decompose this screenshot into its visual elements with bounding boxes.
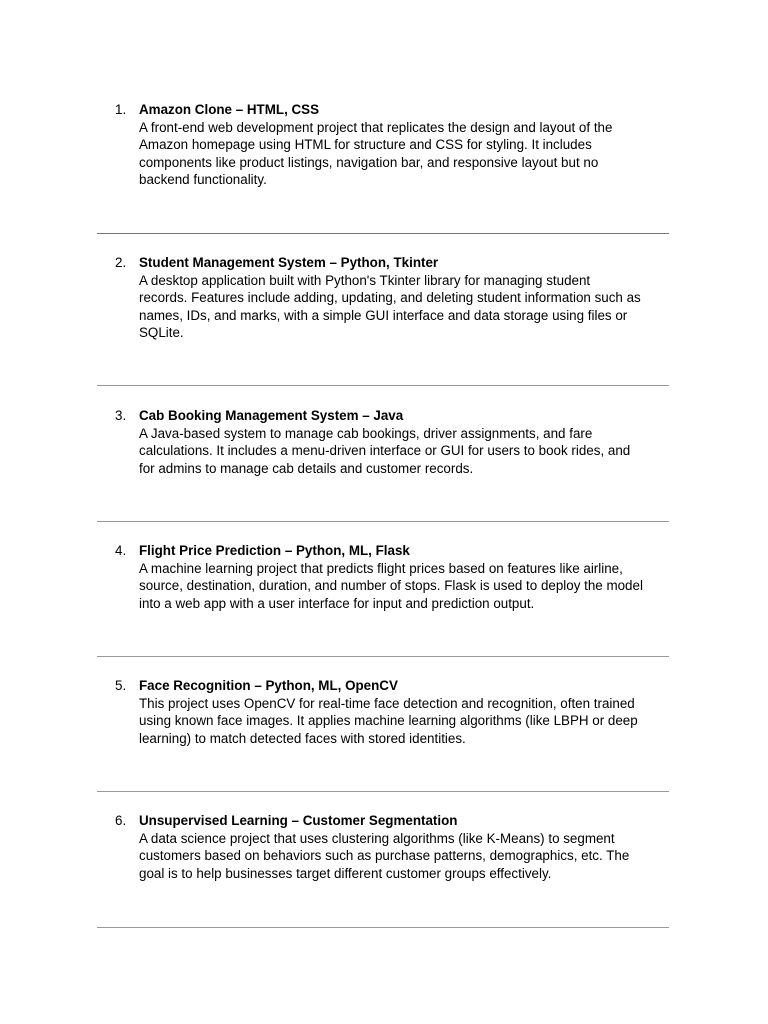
project-description: A desktop application built with Python's Tkinter library for managing student records. Features include adding, updating, and deleting student information such as names, IDs, and marks, with a simple GUI interface and data storage using files or SQLite. bbox=[139, 272, 641, 341]
project-title: Amazon Clone – HTML, CSS bbox=[139, 102, 320, 117]
list-number: 3. bbox=[115, 408, 127, 423]
project-description: A front-end web development project that replicates the design and layout of the Amazon homepage using HTML for structure and CSS for styling. It includes components like product listings, navigation bar, and responsive layout but no backend functionality. bbox=[139, 119, 613, 188]
project-description: This project uses OpenCV for real-time face detection and recognition, often trained using known face images. It applies machine learning algorithms (like LBPH or deep learning) to match detected faces with stored identities. bbox=[139, 695, 638, 746]
project-description: A Java-based system to manage cab bookings, driver assignments, and fare calculations. It includes a menu-driven interface or GUI for users to book rides, and for admins to manage cab details and customer records. bbox=[139, 425, 631, 476]
project-title: Cab Booking Management System – Java bbox=[139, 408, 404, 423]
list-number: 4. bbox=[115, 543, 127, 558]
project-description: A machine learning project that predicts flight prices based on features like airline, source, destination, duration, and number of stops. Flask is used to deploy the model into a web app with a user interface for input and prediction output. bbox=[139, 560, 643, 611]
project-title: Flight Price Prediction – Python, ML, Flask bbox=[139, 543, 410, 558]
list-number: 1. bbox=[115, 102, 127, 117]
project-description: A data science project that uses clustering algorithms (like K-Means) to segment customers based on behaviors such as purchase patterns, demographics, etc. The goal is to help businesses target different customer groups effectively. bbox=[139, 830, 630, 881]
list-number: 5. bbox=[115, 678, 127, 693]
list-number: 2. bbox=[115, 255, 127, 270]
section-divider bbox=[97, 521, 669, 522]
list-number: 6. bbox=[115, 813, 127, 828]
project-title: Unsupervised Learning – Customer Segmentation bbox=[139, 813, 458, 828]
project-title: Face Recognition – Python, ML, OpenCV bbox=[139, 678, 398, 693]
project-title: Student Management System – Python, Tkinter bbox=[139, 255, 439, 270]
section-divider bbox=[97, 385, 669, 386]
section-divider bbox=[97, 233, 669, 234]
section-divider bbox=[97, 656, 669, 657]
section-divider bbox=[97, 927, 669, 928]
section-divider bbox=[97, 791, 669, 792]
